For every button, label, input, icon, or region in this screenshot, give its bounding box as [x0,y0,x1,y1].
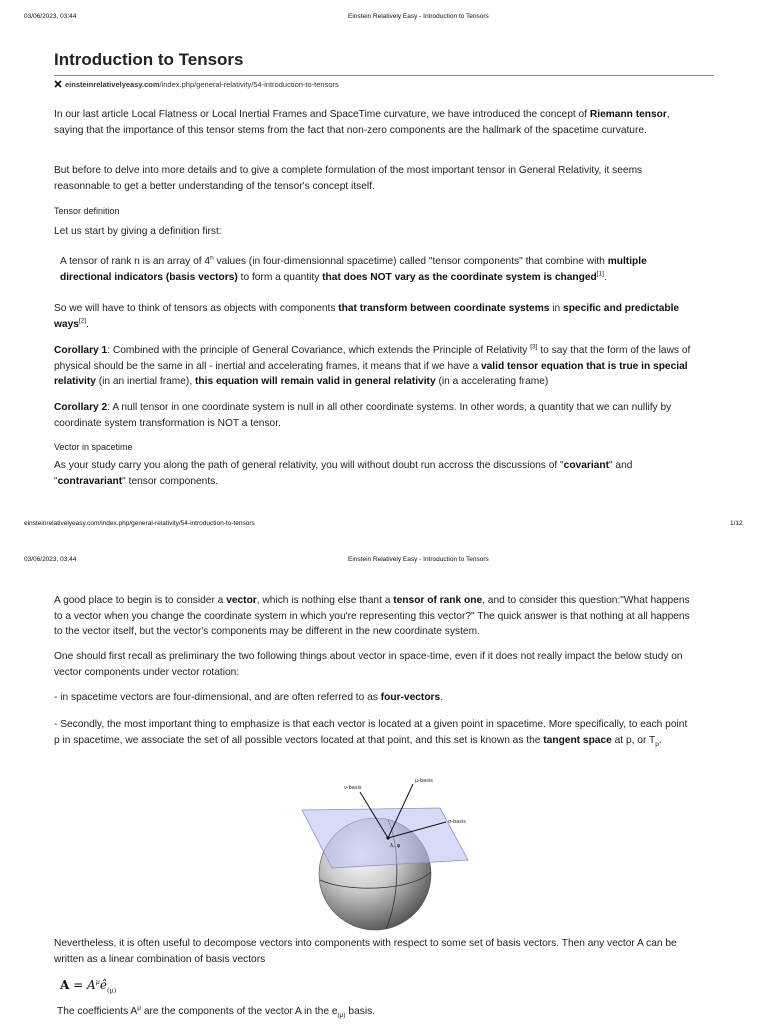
site-favicon-icon [54,80,62,88]
page1-footer-page-number: 1/12 [730,520,743,527]
bullet-tangent-space: - Secondly, the most important thing to emphasize is that each vector is located at a given point in spacetime. More specifically, to each point p in spacetime, we associate the set of all possible vectors located at that point, and this set is known as the tangent space at p, or $T_p$. [54,719,688,748]
paragraph-4: So we will have to think of tensors as objects with components that transform between coordinate systems in specific and predictable ways[2]. [54,303,680,330]
corollary-2: Corollary 2: A null tensor in one coordinate system is null in all other coordinate systems. In other words, a quantity that we can nullify by coordinate system transformation is NOT a tensor. [54,402,672,429]
preliminary-paragraph: One should first recall as preliminary the two following things about vector in space-time, even if it does not really impact the below study on vector components under vector rotation: [54,651,683,678]
page1-header-title: Einstein Relatively Easy - Introduction to Tensors [348,13,489,20]
heading-vector-in-spacetime: Vector in spacetime [54,442,133,452]
page2-header-date: 03/06/2023, 03:44 [24,556,77,563]
source-domain: einsteinrelativelyeasy.com [65,80,160,89]
fig-label-sigma: σ-basis [448,819,466,825]
footnote-ref-2[interactable]: [2] [78,317,87,325]
fig-label-mu: μ-basis [415,778,433,784]
page1-footer-url: einsteinrelativelyeasy.com/index.php/general-relativity/54-introduction-to-tensors [24,520,255,527]
riemann-tensor-term: Riemann tensor [589,109,667,120]
footnote-ref-3[interactable]: [3] [530,343,538,351]
bullet-four-vectors: - in spacetime vectors are four-dimensional, and are often referred to as four-vectors. [54,692,444,703]
paragraph-5: As your study carry you along the path of general relativity, you will without doubt run accross the discussions of "covariant" and "contravariant" tensor components. [54,460,633,487]
source-url[interactable] [54,80,339,89]
tangent-space-figure [290,772,480,932]
tangent-point [386,836,389,839]
paragraph-3: Let us start by giving a definition first: [54,226,222,237]
tensor-definition-block: A tensor of rank n is an array of 4$^n$ values (in four-dimensionnal spacetime) called "tensor components" that combine with multiple directional indicators (basis vectors) to form a quantity that does NOT vary as the coordinate system is changed[1]. [60,254,647,283]
title-divider [54,75,714,76]
source-path: /index.php/general-relativity/54-introduction-to-tensors [159,80,339,89]
tangent-plane [302,808,468,868]
page1-header-date: 03/06/2023, 03:44 [24,13,77,20]
page2-header-title: Einstein Relatively Easy - Introduction to Tensors [348,556,489,563]
footnote-ref-1[interactable]: [1] [596,270,604,278]
decompose-paragraph: Nevertheless, it is often useful to decompose vectors into components with respect to some set of basis vectors. Then any vector A can be written as a linear combination of basis vectors [54,938,677,965]
vector-question-paragraph: A good place to begin is to consider a vector, which is nothing else thant a tensor of rank one, and to consider this question:"What happens to a vector when you change the coordinate system in which you're representing this vector?" The quick answer is that nothing at all happens to the vector itself, but the vector's components may be different in the new coordinate system. [54,595,690,637]
fig-label-nu: ν-basis [344,785,362,791]
intro-paragraph: In our last article Local Flatness or Local Inertial Frames and SpaceTime curvature, we have introduced the concept of Riemann tensor, saying that the importance of this tensor stems from the fact that non-zero components are the hallmark of the spacetime curvature. [54,109,670,136]
page-title: Introduction to Tensors [54,50,244,69]
vector-decomposition-equation: $A = A^\mu ê_{(\mu)}$ [60,978,117,995]
fig-label-point: λ, φ [390,843,401,849]
corollary-1: Corollary 1: Combined with the principle of General Covariance, which extends the Principle of Relativity [3] to say that the form of the laws of physical should be the same in all - inertial and accelerating frames, it means that if we have a valid tensor equation that is true in special relativity (in an inertial frame), this equation will remain valid in general relativity (in a accelerating frame) [54,343,691,387]
paragraph-2: But before to delve into more details and to give a complete formulation of the most important tensor in General Relativity, it seems reasonnable to get a better understanding of the tensor's concept itself. [54,165,643,192]
coefficients-paragraph: The coefficients $A^\mu$ are the components of the vector A in the $e_{(\mu)}$ basis. [57,1004,376,1020]
heading-tensor-definition: Tensor definition [54,206,120,216]
